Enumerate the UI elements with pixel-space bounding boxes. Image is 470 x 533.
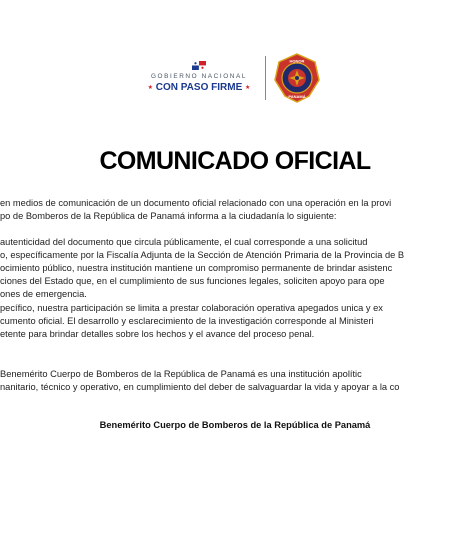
point2-line: pecífico, nuestra participación se limita a prestar colaboración operativa apegados unica y ex	[0, 303, 383, 313]
government-name: GOBIERNO NACIONAL	[150, 73, 248, 80]
logo-divider	[265, 56, 266, 100]
star-icon: ★	[147, 84, 153, 91]
intro-line: en medios de comunicación de un documento oficial relacionado con una operación en la provi	[0, 198, 392, 208]
point2-line: etente para brindar detalles sobre los hechos y el avance del proceso penal.	[0, 329, 315, 339]
point1-line: ciones del Estado que, en el cumplimiento de sus funciones legales, soliciten apoyo para ope	[0, 276, 385, 286]
point1-line: ocimiento público, nuestra institución mantiene un compromiso permanente de brindar asistenc	[0, 263, 393, 273]
header-logos	[0, 53, 470, 105]
point3-line: Benemérito Cuerpo de Bomberos de la República de Panamá es una institución apolític	[0, 369, 362, 379]
point1-line: o, específicamente por la Fiscalía Adjunta de la Sección de Atención Primaria de la Provincia de B	[0, 250, 405, 260]
intro-line: po de Bomberos de la República de Panamá informa a la ciudadanía lo siguiente:	[0, 211, 337, 221]
point1-line: ones de emergencia.	[0, 289, 87, 299]
government-slogan	[138, 82, 260, 93]
point3-line: nanitario, técnico y operativo, en cumplimiento del deber de salvaguardar la vida y apoyar a la co	[0, 382, 400, 392]
firefighter-seal-icon	[274, 53, 320, 103]
point1-paragraph	[0, 236, 404, 301]
star-icon: ★	[245, 84, 251, 91]
point2-paragraph	[0, 302, 383, 341]
seal-top-text: HONOR	[289, 58, 305, 64]
seal-bottom-text: PANAMÁ	[288, 94, 306, 99]
page-title: COMUNICADO OFICIAL	[99, 147, 371, 175]
point1-line: autenticidad del documento que circula públicamente, el cual corresponde a una solicitud	[0, 237, 368, 247]
government-slogan-text: CON PASO FIRME	[155, 82, 243, 93]
intro-paragraph	[0, 197, 391, 223]
signature: Benemérito Cuerpo de Bomberos de la República de Panamá	[99, 420, 371, 430]
point2-line: cumento oficial. El desarrollo y esclarecimiento de la investigación corresponde al Ministeri	[0, 316, 374, 326]
panama-flag-icon	[192, 61, 206, 70]
point3-paragraph	[0, 368, 399, 394]
government-logo	[138, 61, 260, 97]
